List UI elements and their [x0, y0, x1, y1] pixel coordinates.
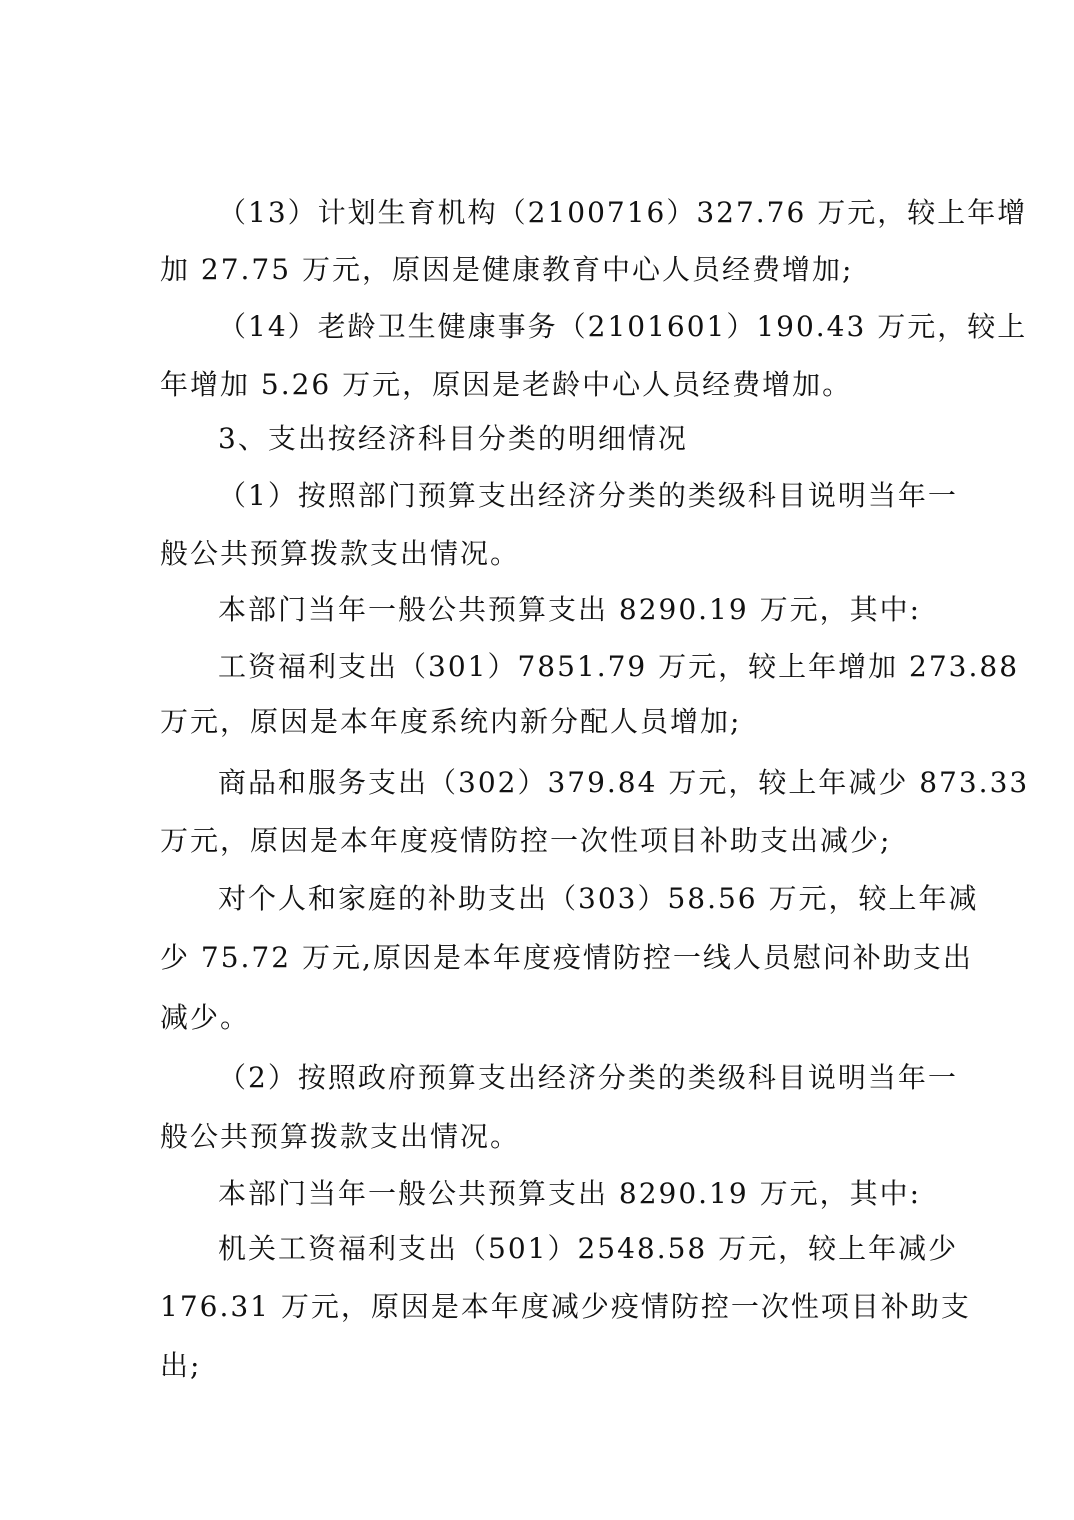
paragraph-13-line-2: 加 27.75 万元，原因是健康教育中心人员经费增加; — [160, 253, 854, 286]
budget-total-2: 本部门当年一般公共预算支出 8290.19 万元，其中: — [218, 1177, 922, 1210]
wages-301-line-2: 万元，原因是本年度系统内新分配人员增加; — [160, 705, 742, 738]
subsection-1-line-1: （1）按照部门预算支出经济分类的类级科目说明当年一 — [218, 479, 958, 512]
subsidy-303-line-1: 对个人和家庭的补助支出（303）58.56 万元，较上年减 — [218, 882, 979, 915]
subsidy-303-line-2: 少 75.72 万元,原因是本年度疫情防控一线人员慰问补助支出 — [160, 941, 973, 974]
paragraph-14-line-2: 年增加 5.26 万元，原因是老龄中心人员经费增加。 — [160, 368, 853, 401]
section-heading: 3、支出按经济科目分类的明细情况 — [218, 422, 688, 455]
subsection-2-line-2: 般公共预算拨款支出情况。 — [160, 1120, 521, 1153]
subsection-1-line-2: 般公共预算拨款支出情况。 — [160, 537, 521, 570]
org-wages-501-line-3: 出; — [160, 1349, 202, 1382]
paragraph-14-line-1: （14）老龄卫生健康事务（2101601）190.43 万元，较上 — [218, 310, 1028, 343]
paragraph-13-line-1: （13）计划生育机构（2100716）327.76 万元，较上年增 — [218, 196, 1028, 229]
wages-301-line-1: 工资福利支出（301）7851.79 万元，较上年增加 273.88 — [218, 650, 1020, 683]
subsection-2-line-1: （2）按照政府预算支出经济分类的类级科目说明当年一 — [218, 1061, 958, 1094]
budget-total-1: 本部门当年一般公共预算支出 8290.19 万元，其中: — [218, 593, 922, 626]
subsidy-303-line-3: 减少。 — [160, 1001, 251, 1034]
org-wages-501-line-2: 176.31 万元，原因是本年度减少疫情防控一次性项目补助支 — [160, 1290, 971, 1323]
goods-302-line-1: 商品和服务支出（302）379.84 万元，较上年减少 873.33 — [218, 766, 1030, 799]
org-wages-501-line-1: 机关工资福利支出（501）2548.58 万元，较上年减少 — [218, 1232, 959, 1265]
goods-302-line-2: 万元，原因是本年度疫情防控一次性项目补助支出减少; — [160, 824, 892, 857]
